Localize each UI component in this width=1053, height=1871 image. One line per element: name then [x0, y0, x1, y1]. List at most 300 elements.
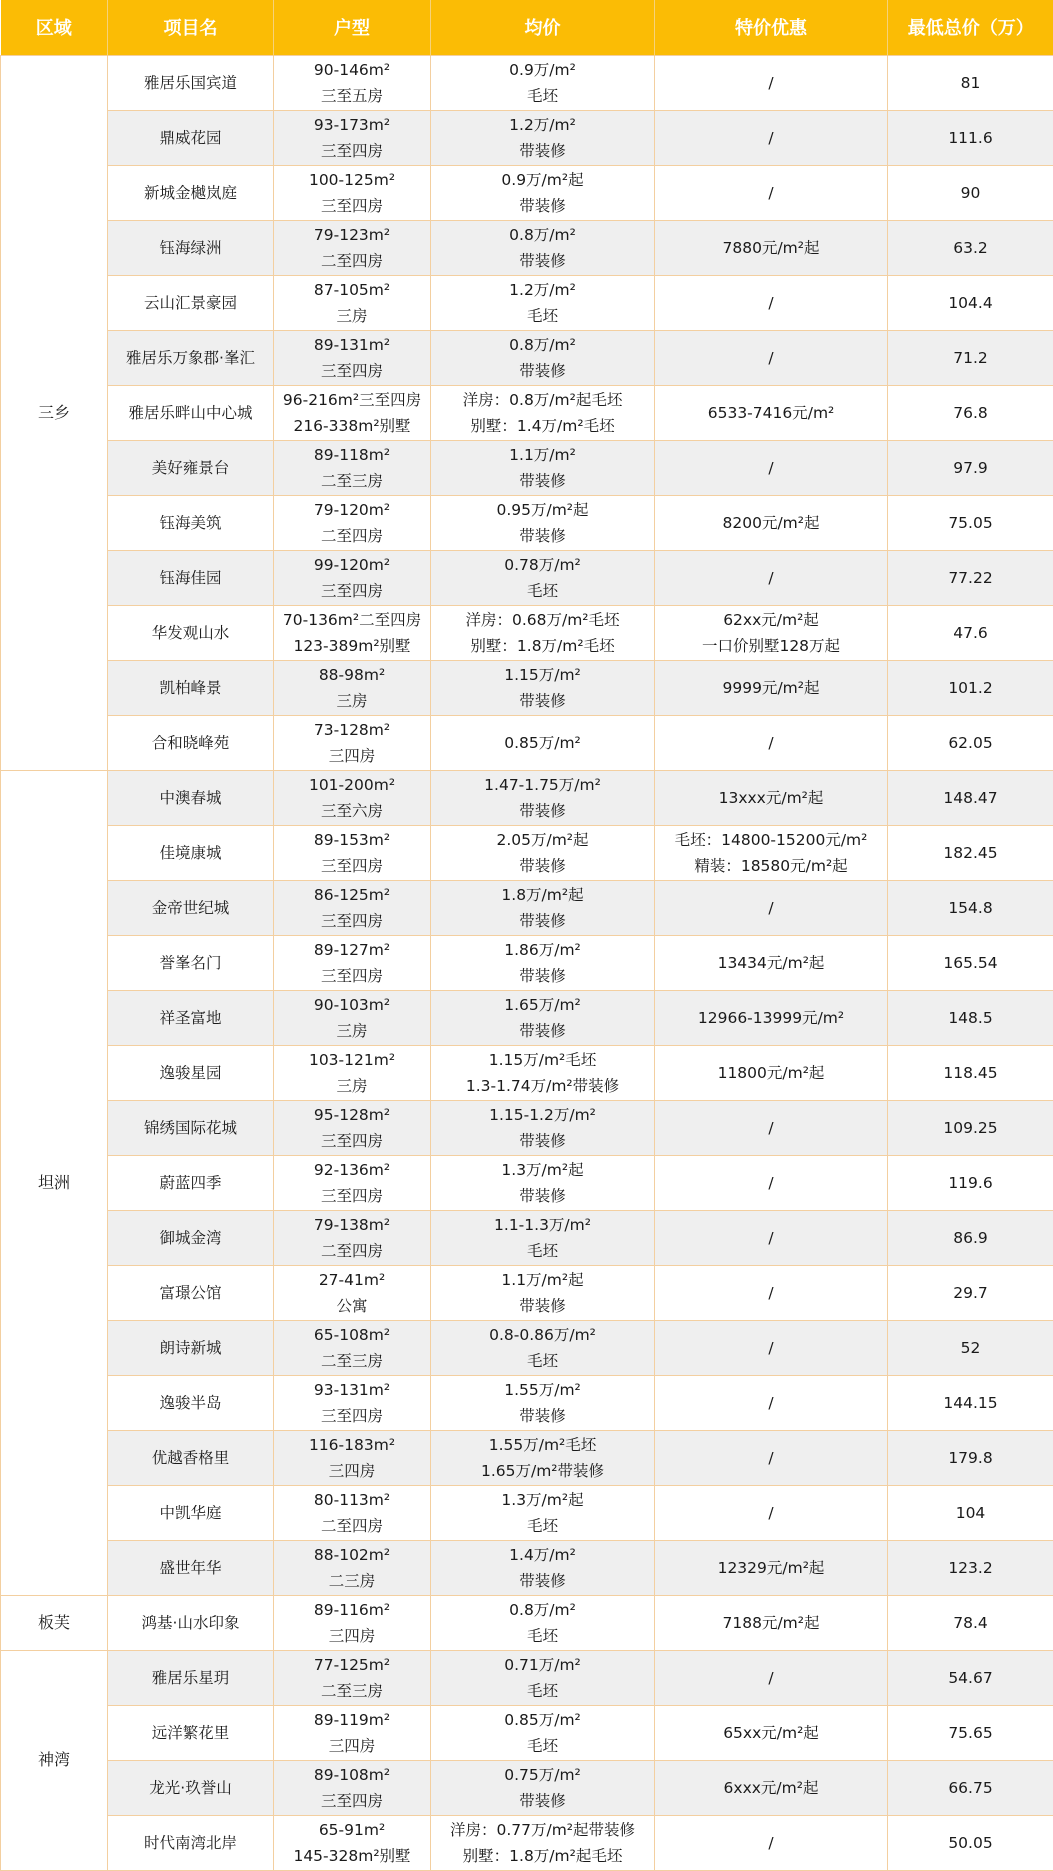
project-name-cell: 祥圣富地 [108, 990, 274, 1045]
project-name-cell: 逸骏星园 [108, 1045, 274, 1100]
project-name-cell: 云山汇景豪园 [108, 275, 274, 330]
table-row [1, 1100, 1053, 1155]
special-offer-cell-line: / [768, 1283, 774, 1302]
layout-cell-line: 89-108m² [313, 1765, 391, 1784]
special-offer-cell-line: 8200元/m²起 [722, 513, 820, 532]
layout-cell [274, 880, 431, 935]
avg-price-cell [431, 220, 655, 275]
project-name-cell: 富璟公馆 [108, 1265, 274, 1320]
min-total-cell: 182.45 [888, 825, 1053, 880]
min-total-cell: 165.54 [888, 935, 1053, 990]
layout-cell [274, 1595, 431, 1650]
avg-price-cell-line: 带装修 [519, 1296, 566, 1315]
layout-cell [274, 1100, 431, 1155]
table-row [1, 1760, 1053, 1815]
layout-cell-line: 123-389m²别墅 [293, 636, 411, 655]
project-name-cell: 雅居乐星玥 [108, 1650, 274, 1705]
min-total-cell: 66.75 [888, 1760, 1053, 1815]
layout-cell-line: 88-102m² [313, 1545, 391, 1564]
avg-price-cell [431, 330, 655, 385]
avg-price-cell [431, 1815, 655, 1870]
layout-cell-line: 79-120m² [313, 500, 391, 519]
special-offer-cell-line: 12329元/m²起 [717, 1558, 825, 1577]
table-row [1, 385, 1053, 440]
table-row [1, 165, 1053, 220]
special-offer-cell [655, 1540, 888, 1595]
avg-price-cell [431, 1705, 655, 1760]
special-offer-cell [655, 715, 888, 770]
layout-cell-line: 三四房 [328, 1626, 376, 1645]
avg-price-cell [431, 275, 655, 330]
layout-cell-line: 三至四房 [320, 141, 383, 160]
table-row [1, 440, 1053, 495]
avg-price-cell [431, 165, 655, 220]
table-row [1, 1320, 1053, 1375]
special-offer-cell-line: / [768, 458, 774, 477]
min-total-cell: 78.4 [888, 1595, 1053, 1650]
special-offer-cell [655, 220, 888, 275]
special-offer-cell-line: / [768, 1118, 774, 1137]
layout-cell [274, 1265, 431, 1320]
special-offer-cell-line: 7880元/m²起 [722, 238, 820, 257]
special-offer-cell-line: / [768, 183, 774, 202]
avg-price-cell-line: 1.47-1.75万/m² [484, 775, 601, 794]
layout-cell [274, 1320, 431, 1375]
special-offer-cell-line: 6533-7416元/m² [707, 403, 835, 422]
layout-cell [274, 825, 431, 880]
special-offer-cell [655, 165, 888, 220]
avg-price-cell-line: 带装修 [519, 526, 566, 545]
table-row [1, 1210, 1053, 1265]
layout-cell-line: 三四房 [328, 1736, 376, 1755]
project-name-cell: 钰海绿洲 [108, 220, 274, 275]
table-row [1, 770, 1053, 825]
layout-cell-line: 89-127m² [313, 940, 391, 959]
special-offer-cell-line: / [768, 128, 774, 147]
table-row [1, 990, 1053, 1045]
project-name-cell: 钰海佳园 [108, 550, 274, 605]
special-offer-cell [655, 770, 888, 825]
project-name-cell: 鸿基·山水印象 [108, 1595, 274, 1650]
min-total-cell: 50.05 [888, 1815, 1053, 1870]
layout-cell-line: 二至四房 [320, 526, 383, 545]
layout-cell [274, 55, 431, 110]
avg-price-cell [431, 715, 655, 770]
table-row [1, 1595, 1053, 1650]
avg-price-cell [431, 55, 655, 110]
layout-cell-line: 92-136m² [313, 1160, 391, 1179]
project-name-cell: 美好雍景台 [108, 440, 274, 495]
project-name-cell: 合和晓峰苑 [108, 715, 274, 770]
table-row [1, 1045, 1053, 1100]
layout-cell [274, 770, 431, 825]
special-offer-cell [655, 55, 888, 110]
avg-price-cell-line: 带装修 [519, 1791, 566, 1810]
avg-price-cell-line: 1.4万/m² [509, 1545, 576, 1564]
avg-price-cell-line: 带装修 [519, 196, 566, 215]
special-offer-cell [655, 495, 888, 550]
project-name-cell: 雅居乐畔山中心城 [108, 385, 274, 440]
special-offer-cell [655, 990, 888, 1045]
avg-price-cell [431, 1650, 655, 1705]
avg-price-cell-line: 0.9万/m² [509, 60, 576, 79]
layout-cell [274, 1045, 431, 1100]
layout-cell [274, 990, 431, 1045]
special-offer-cell-line: 65xx元/m²起 [723, 1723, 819, 1742]
special-offer-cell [655, 275, 888, 330]
layout-cell-line: 95-128m² [313, 1105, 391, 1124]
special-offer-cell-line: 13434元/m²起 [717, 953, 825, 972]
special-offer-cell-line: / [768, 1503, 774, 1522]
table-row [1, 110, 1053, 165]
avg-price-cell-line: 洋房：0.77万/m²起带装修 [449, 1820, 636, 1839]
avg-price-cell [431, 935, 655, 990]
layout-cell-line: 70-136m²二至四房 [282, 610, 422, 629]
layout-cell-line: 99-120m² [313, 555, 391, 574]
special-offer-cell [655, 1815, 888, 1870]
special-offer-cell-line: 13xxx元/m²起 [718, 788, 824, 807]
layout-cell-line: 27-41m² [318, 1270, 386, 1289]
project-name-cell: 鼎威花园 [108, 110, 274, 165]
min-total-cell: 118.45 [888, 1045, 1053, 1100]
min-total-cell: 86.9 [888, 1210, 1053, 1265]
avg-price-cell [431, 550, 655, 605]
avg-price-cell-line: 带装修 [519, 251, 566, 270]
min-total-cell: 62.05 [888, 715, 1053, 770]
layout-cell-line: 89-116m² [313, 1600, 391, 1619]
avg-price-cell [431, 1210, 655, 1265]
project-name-cell: 优越香格里 [108, 1430, 274, 1485]
avg-price-cell-line: 毛坯 [526, 1736, 558, 1755]
layout-cell-line: 三四房 [328, 746, 376, 765]
layout-cell [274, 275, 431, 330]
min-total-cell: 144.15 [888, 1375, 1053, 1430]
avg-price-cell-line: 1.1万/m² [509, 445, 576, 464]
layout-cell [274, 935, 431, 990]
layout-cell-line: 216-338m²别墅 [293, 416, 411, 435]
special-offer-cell [655, 385, 888, 440]
project-name-cell: 新城金樾岚庭 [108, 165, 274, 220]
avg-price-cell-line: 1.1-1.3万/m² [494, 1215, 591, 1234]
avg-price-cell-line: 0.9万/m²起 [501, 170, 584, 189]
layout-cell [274, 1155, 431, 1210]
avg-price-cell-line: 1.65万/m² [504, 995, 581, 1014]
min-total-cell: 154.8 [888, 880, 1053, 935]
avg-price-cell-line: 1.2万/m² [509, 280, 576, 299]
avg-price-cell-line: 带装修 [519, 1406, 566, 1425]
avg-price-cell-line: 0.78万/m² [504, 555, 581, 574]
avg-price-cell [431, 605, 655, 660]
avg-price-cell-line: 别墅：1.4万/m²毛坯 [470, 416, 615, 435]
avg-price-cell-line: 带装修 [519, 856, 566, 875]
project-name-cell: 佳境康城 [108, 825, 274, 880]
layout-cell-line: 96-216m²三至四房 [282, 390, 422, 409]
min-total-cell: 54.67 [888, 1650, 1053, 1705]
avg-price-cell-line: 毛坯 [526, 86, 558, 105]
layout-cell-line: 79-123m² [313, 225, 391, 244]
special-offer-cell-line: / [768, 1173, 774, 1192]
project-name-cell: 锦绣国际花城 [108, 1100, 274, 1155]
special-offer-cell [655, 880, 888, 935]
special-offer-cell [655, 110, 888, 165]
table-row [1, 1375, 1053, 1430]
layout-cell-line: 89-153m² [313, 830, 391, 849]
layout-cell-line: 87-105m² [313, 280, 391, 299]
min-total-cell: 101.2 [888, 660, 1053, 715]
layout-cell-line: 三至四房 [320, 1406, 383, 1425]
avg-price-cell-line: 别墅：1.8万/m²毛坯 [470, 636, 615, 655]
header-project: 项目名 [108, 0, 274, 55]
project-name-cell: 誉峯名门 [108, 935, 274, 990]
special-offer-cell [655, 1430, 888, 1485]
layout-cell-line: 116-183m² [308, 1435, 396, 1454]
table-row [1, 715, 1053, 770]
layout-cell-line: 93-173m² [313, 115, 391, 134]
table-row [1, 1155, 1053, 1210]
special-offer-cell-line: / [768, 293, 774, 312]
special-offer-cell [655, 1595, 888, 1650]
layout-cell-line: 公寓 [336, 1296, 368, 1315]
avg-price-cell-line: 1.3万/m²起 [501, 1160, 584, 1179]
layout-cell-line: 二至三房 [320, 1681, 383, 1700]
table-row [1, 220, 1053, 275]
special-offer-cell [655, 1210, 888, 1265]
layout-cell [274, 1210, 431, 1265]
special-offer-cell-line: / [768, 1833, 774, 1852]
layout-cell-line: 90-146m² [313, 60, 391, 79]
layout-cell-line: 二至三房 [320, 471, 383, 490]
project-name-cell: 龙光·玖誉山 [108, 1760, 274, 1815]
table-row [1, 330, 1053, 385]
special-offer-cell-line: / [768, 568, 774, 587]
layout-cell-line: 93-131m² [313, 1380, 391, 1399]
project-name-cell: 凯柏峰景 [108, 660, 274, 715]
avg-price-cell-line: 毛坯 [526, 1681, 558, 1700]
special-offer-cell-line: / [768, 1338, 774, 1357]
avg-price-cell [431, 1375, 655, 1430]
layout-cell [274, 605, 431, 660]
avg-price-cell [431, 440, 655, 495]
avg-price-cell [431, 1760, 655, 1815]
layout-cell-line: 三至四房 [320, 1131, 383, 1150]
avg-price-cell [431, 1430, 655, 1485]
special-offer-cell [655, 605, 888, 660]
region-cell: 板芙 [1, 1595, 108, 1650]
layout-cell-line: 79-138m² [313, 1215, 391, 1234]
avg-price-cell-line: 0.8万/m² [509, 1600, 576, 1619]
avg-price-cell-line: 带装修 [519, 691, 566, 710]
region-cell: 神湾 [1, 1650, 108, 1870]
layout-cell-line: 89-118m² [313, 445, 391, 464]
avg-price-cell-line: 带装修 [519, 1131, 566, 1150]
project-name-cell: 远洋繁花里 [108, 1705, 274, 1760]
header-avg-price: 均价 [431, 0, 655, 55]
region-cell: 三乡 [1, 55, 108, 770]
layout-cell-line: 145-328m²别墅 [293, 1846, 411, 1865]
layout-cell [274, 660, 431, 715]
special-offer-cell [655, 440, 888, 495]
avg-price-cell-line: 2.05万/m²起 [496, 830, 589, 849]
avg-price-cell [431, 1265, 655, 1320]
avg-price-cell [431, 1045, 655, 1100]
special-offer-cell-line: 62xx元/m²起 [723, 610, 819, 629]
layout-cell [274, 1375, 431, 1430]
layout-cell [274, 1650, 431, 1705]
avg-price-cell-line: 0.85万/m² [504, 733, 581, 752]
avg-price-cell [431, 1155, 655, 1210]
table-row [1, 550, 1053, 605]
avg-price-cell-line: 带装修 [519, 966, 566, 985]
table-row [1, 55, 1053, 110]
avg-price-cell-line: 1.8万/m²起 [501, 885, 584, 904]
special-offer-cell [655, 1265, 888, 1320]
avg-price-cell-line: 1.15万/m²毛坯 [488, 1050, 597, 1069]
layout-cell [274, 440, 431, 495]
avg-price-cell-line: 带装修 [519, 141, 566, 160]
avg-price-cell [431, 385, 655, 440]
layout-cell [274, 110, 431, 165]
min-total-cell: 104 [888, 1485, 1053, 1540]
avg-price-cell-line: 0.8万/m² [509, 335, 576, 354]
min-total-cell: 111.6 [888, 110, 1053, 165]
layout-cell-line: 89-131m² [313, 335, 391, 354]
layout-cell [274, 495, 431, 550]
min-total-cell: 104.4 [888, 275, 1053, 330]
special-offer-cell-line: / [768, 898, 774, 917]
layout-cell [274, 385, 431, 440]
avg-price-cell-line: 带装修 [519, 361, 566, 380]
table-row [1, 660, 1053, 715]
special-offer-cell [655, 825, 888, 880]
avg-price-cell-line: 1.15-1.2万/m² [489, 1105, 596, 1124]
avg-price-cell-line: 带装修 [519, 1021, 566, 1040]
min-total-cell: 119.6 [888, 1155, 1053, 1210]
avg-price-cell-line: 0.95万/m²起 [496, 500, 589, 519]
special-offer-cell-line: / [768, 348, 774, 367]
special-offer-cell-line: / [768, 1228, 774, 1247]
avg-price-cell [431, 495, 655, 550]
min-total-cell: 90 [888, 165, 1053, 220]
avg-price-cell-line: 带装修 [519, 801, 566, 820]
special-offer-cell [655, 1320, 888, 1375]
special-offer-cell [655, 1485, 888, 1540]
project-name-cell: 蔚蓝四季 [108, 1155, 274, 1210]
special-offer-cell-line: 6xxx元/m²起 [723, 1778, 819, 1797]
layout-cell-line: 三房 [336, 1021, 368, 1040]
table-row [1, 495, 1053, 550]
avg-price-cell-line: 0.8-0.86万/m² [489, 1325, 596, 1344]
avg-price-cell-line: 毛坯 [526, 581, 558, 600]
special-offer-cell [655, 1100, 888, 1155]
special-offer-cell-line: / [768, 1393, 774, 1412]
avg-price-cell-line: 毛坯 [526, 306, 558, 325]
special-offer-cell-line: / [768, 73, 774, 92]
layout-cell-line: 三至四房 [320, 1791, 383, 1810]
layout-cell-line: 100-125m² [308, 170, 396, 189]
project-name-cell: 雅居乐万象郡·峯汇 [108, 330, 274, 385]
avg-price-cell-line: 别墅：1.8万/m²起毛坯 [462, 1846, 623, 1865]
layout-cell [274, 1485, 431, 1540]
min-total-cell: 109.25 [888, 1100, 1053, 1155]
layout-cell-line: 二三房 [328, 1571, 376, 1590]
special-offer-cell-line: 一口价别墅128万起 [701, 636, 841, 655]
avg-price-cell [431, 1100, 655, 1155]
layout-cell-line: 86-125m² [313, 885, 391, 904]
layout-cell-line: 101-200m² [308, 775, 396, 794]
avg-price-cell-line: 带装修 [519, 1186, 566, 1205]
layout-cell-line: 65-91m² [318, 1820, 386, 1839]
min-total-cell: 75.05 [888, 495, 1053, 550]
header-special: 特价优惠 [655, 0, 888, 55]
avg-price-cell [431, 660, 655, 715]
table-body [1, 55, 1053, 1870]
table-row [1, 1430, 1053, 1485]
special-offer-cell-line: 7188元/m²起 [722, 1613, 820, 1632]
special-offer-cell [655, 1650, 888, 1705]
layout-cell-line: 二至四房 [320, 1241, 383, 1260]
layout-cell [274, 220, 431, 275]
layout-cell-line: 二至三房 [320, 1351, 383, 1370]
min-total-cell: 148.5 [888, 990, 1053, 1045]
project-name-cell: 雅居乐国宾道 [108, 55, 274, 110]
special-offer-cell-line: 精装：18580元/m²起 [694, 856, 848, 875]
avg-price-cell-line: 洋房：0.68万/m²毛坯 [465, 610, 620, 629]
avg-price-cell [431, 880, 655, 935]
avg-price-cell-line: 1.65万/m²带装修 [480, 1461, 605, 1480]
layout-cell [274, 165, 431, 220]
special-offer-cell-line: 毛坯：14800-15200元/m² [674, 830, 868, 849]
avg-price-cell-line: 毛坯 [526, 1351, 558, 1370]
avg-price-cell [431, 1540, 655, 1595]
table-row [1, 275, 1053, 330]
avg-price-cell-line: 1.3-1.74万/m²带装修 [465, 1076, 620, 1095]
special-offer-cell [655, 1760, 888, 1815]
layout-cell-line: 三至四房 [320, 361, 383, 380]
table-row [1, 1265, 1053, 1320]
layout-cell-line: 三四房 [328, 1461, 376, 1480]
project-name-cell: 朗诗新城 [108, 1320, 274, 1375]
layout-cell-line: 二至四房 [320, 1516, 383, 1535]
min-total-cell: 97.9 [888, 440, 1053, 495]
layout-cell-line: 三至四房 [320, 856, 383, 875]
avg-price-cell-line: 带装修 [519, 911, 566, 930]
avg-price-cell-line: 毛坯 [526, 1241, 558, 1260]
special-offer-cell [655, 1705, 888, 1760]
special-offer-cell [655, 550, 888, 605]
avg-price-cell-line: 1.3万/m²起 [501, 1490, 584, 1509]
layout-cell [274, 330, 431, 385]
layout-cell-line: 90-103m² [313, 995, 391, 1014]
layout-cell-line: 三至五房 [320, 86, 383, 105]
project-name-cell: 逸骏半岛 [108, 1375, 274, 1430]
table-row [1, 825, 1053, 880]
avg-price-cell-line: 带装修 [519, 471, 566, 490]
layout-cell-line: 三房 [336, 1076, 368, 1095]
avg-price-cell-line: 毛坯 [526, 1516, 558, 1535]
avg-price-cell-line: 0.85万/m² [504, 1710, 581, 1729]
special-offer-cell [655, 330, 888, 385]
header-region: 区域 [1, 0, 108, 55]
layout-cell-line: 103-121m² [308, 1050, 396, 1069]
avg-price-cell [431, 825, 655, 880]
layout-cell-line: 73-128m² [313, 720, 391, 739]
layout-cell-line: 65-108m² [313, 1325, 391, 1344]
avg-price-cell-line: 1.55万/m²毛坯 [488, 1435, 597, 1454]
layout-cell-line: 88-98m² [318, 665, 386, 684]
avg-price-cell-line: 洋房：0.8万/m²起毛坯 [462, 390, 623, 409]
min-total-cell: 63.2 [888, 220, 1053, 275]
layout-cell-line: 89-119m² [313, 1710, 391, 1729]
